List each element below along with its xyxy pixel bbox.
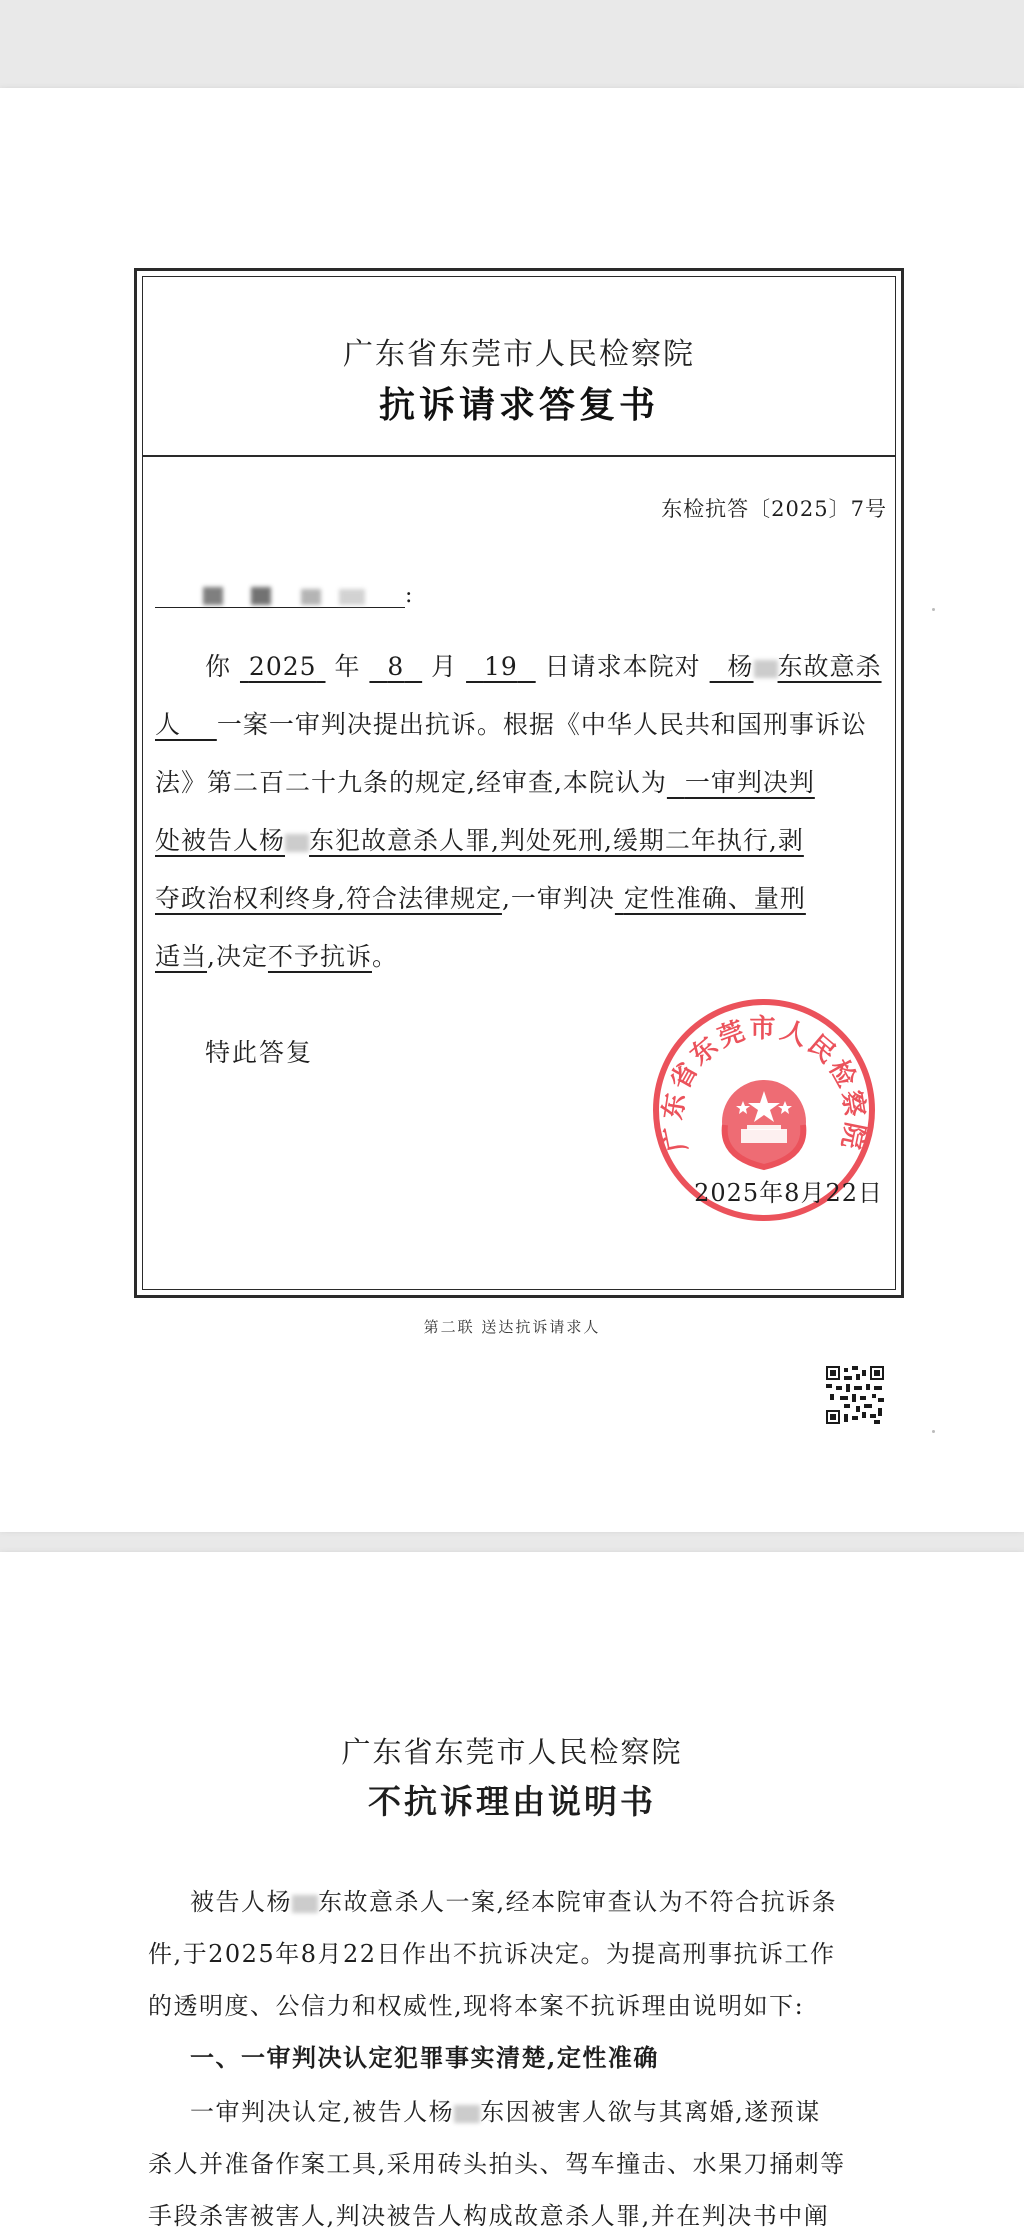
closing-phrase: 特此答复 [205, 1038, 314, 1067]
addressee-colon: : [405, 583, 413, 608]
document-border: 广东省东莞市人民检察院 抗诉请求答复书 东检抗答〔2025〕7号 : 你 2025 年 8 月 19 日请求本院对 杨 东故意杀 人 一案一审判决提出抗诉。根据《中华人民共和国刑事诉讼 法》第二百二十九条的规定,经审查,本院认为 一审判决判 处被告人杨 东犯故意杀人罪,判处死刑,缓期二年执行,剥 夺政治权利终身,符合法律规定,一审判决 定性准确、量刑 适当,决定不予抗诉。 特此答复 广东省东莞市人民检察院 2025年8月22日 [134, 268, 904, 1298]
paragraph-line: 一审判决认定,被告人杨 东因被害人欲与其离婚,遂预谋 [190, 2098, 821, 2126]
organization-name: 广东省东莞市人民检察院 [343, 337, 695, 372]
addressee-line [155, 581, 412, 608]
national-emblem-icon [722, 1080, 806, 1167]
qr-code-icon [826, 1366, 884, 1424]
redacted-name [454, 2105, 480, 2123]
paragraph-line: 手段杀害被害人,判决被告人构成故意杀人罪,并在判决书中阐 [148, 2202, 830, 2230]
document-number: 东检抗答〔2025〕7号 [661, 497, 887, 521]
redacted-addressee [155, 581, 405, 608]
reply-document-page [0, 88, 1024, 1532]
section-heading: 一、一审判决认定犯罪事实清楚,定性准确 [190, 2043, 659, 2072]
document-title: 不抗诉理由说明书 [368, 1782, 656, 1821]
paragraph-line: 被告人杨 东故意杀人一案,经本院审查认为不符合抗诉条 [190, 1888, 838, 1916]
paragraph-line: 件,于2025年8月22日作出不抗诉决定。为提高刑事抗诉工作 [148, 1940, 836, 1968]
organization-name: 广东省东莞市人民检察院 [341, 1735, 683, 1769]
document-date: 2025年8月22日 [694, 1179, 883, 1207]
redacted-name [292, 1895, 318, 1913]
title-divider [143, 455, 895, 457]
statement-document-page [0, 1552, 1024, 2232]
paragraph-line: 的透明度、公信力和权威性,现将本案不抗诉理由说明如下: [148, 1992, 805, 2020]
document-title: 抗诉请求答复书 [378, 384, 659, 426]
paragraph-line: 杀人并准备作案工具,采用砖头拍头、驾车撞击、水果刀捅刺等 [148, 2150, 846, 2178]
copy-label: 第二联 送达抗诉请求人 [423, 1318, 601, 1336]
redacted-name [754, 660, 778, 678]
seal-text: 广东省东莞市人民检察院 [658, 1013, 870, 1155]
redacted-name [285, 834, 309, 852]
